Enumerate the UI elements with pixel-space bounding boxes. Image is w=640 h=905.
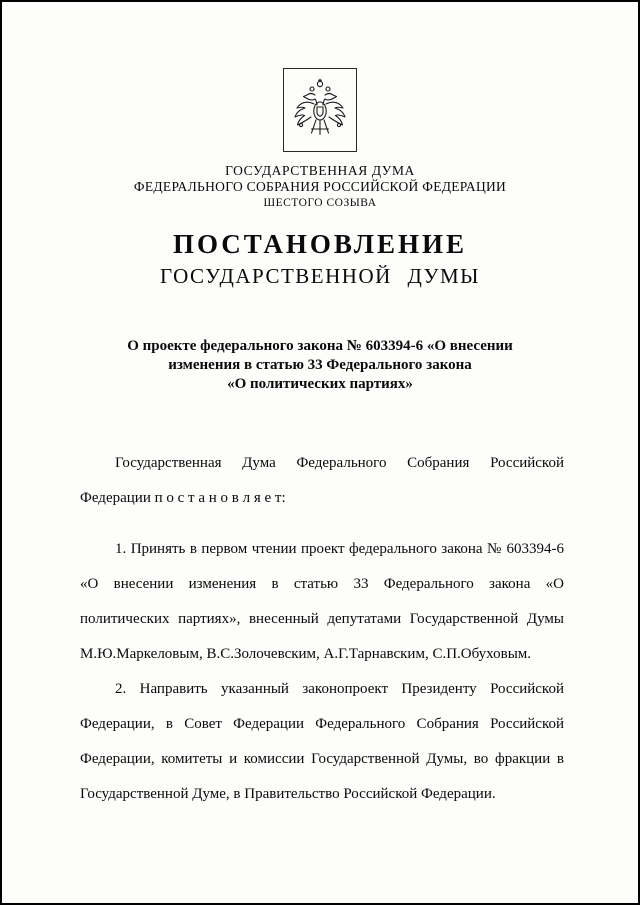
body-paragraph: 2. Направить указанный законопроект Президенту Российской Федерации, в Совет Федерации Федерального Собрания Российской Федерации, комитеты и комиссии Государственной Думы, во фракции в Государственной Думе, в Правительство Российской Федерации. (80, 681, 564, 802)
authority-line-3: ШЕСТОГО СОЗЫВА (263, 197, 377, 209)
document-title (2, 229, 638, 289)
subject-line-1: О проекте федерального закона № 603394-6 «О внесении (127, 338, 513, 354)
double-headed-eagle-icon (293, 78, 347, 142)
body-paragraph: 1. Принять в первом чтении проект федерального закона № 603394-6 «О внесении изменения в статью 33 Федерального закона «О политических партиях», внесенный депутатами Государственной Думы М.Ю.Маркеловым, В.С.Золочевским, А.Г.Тарнавским, С.П.Обуховым. (80, 541, 564, 662)
subject-heading (2, 337, 638, 394)
title-gosdumy: ГОСУДАРСТВЕННОЙ ДУМЫ (160, 264, 480, 288)
subject-line-2: изменения в статью 33 Федерального закона (168, 357, 472, 373)
title-postanovlenie: ПОСТАНОВЛЕНИЕ (172, 229, 468, 259)
body-paragraph: Государственная Дума Федерального Собрания Российской Федерации п о с т а н о в л я е т: (80, 455, 564, 506)
issuing-authority (2, 163, 638, 211)
coat-of-arms-box (283, 68, 357, 152)
subject-line-3: «О политических партиях» (227, 376, 413, 392)
authority-line-1: ГОСУДАРСТВЕННАЯ ДУМА (225, 163, 415, 178)
document-body (80, 446, 564, 812)
authority-line-2: ФЕДЕРАЛЬНОГО СОБРАНИЯ РОССИЙСКОЙ ФЕДЕРАЦИИ (133, 179, 507, 194)
